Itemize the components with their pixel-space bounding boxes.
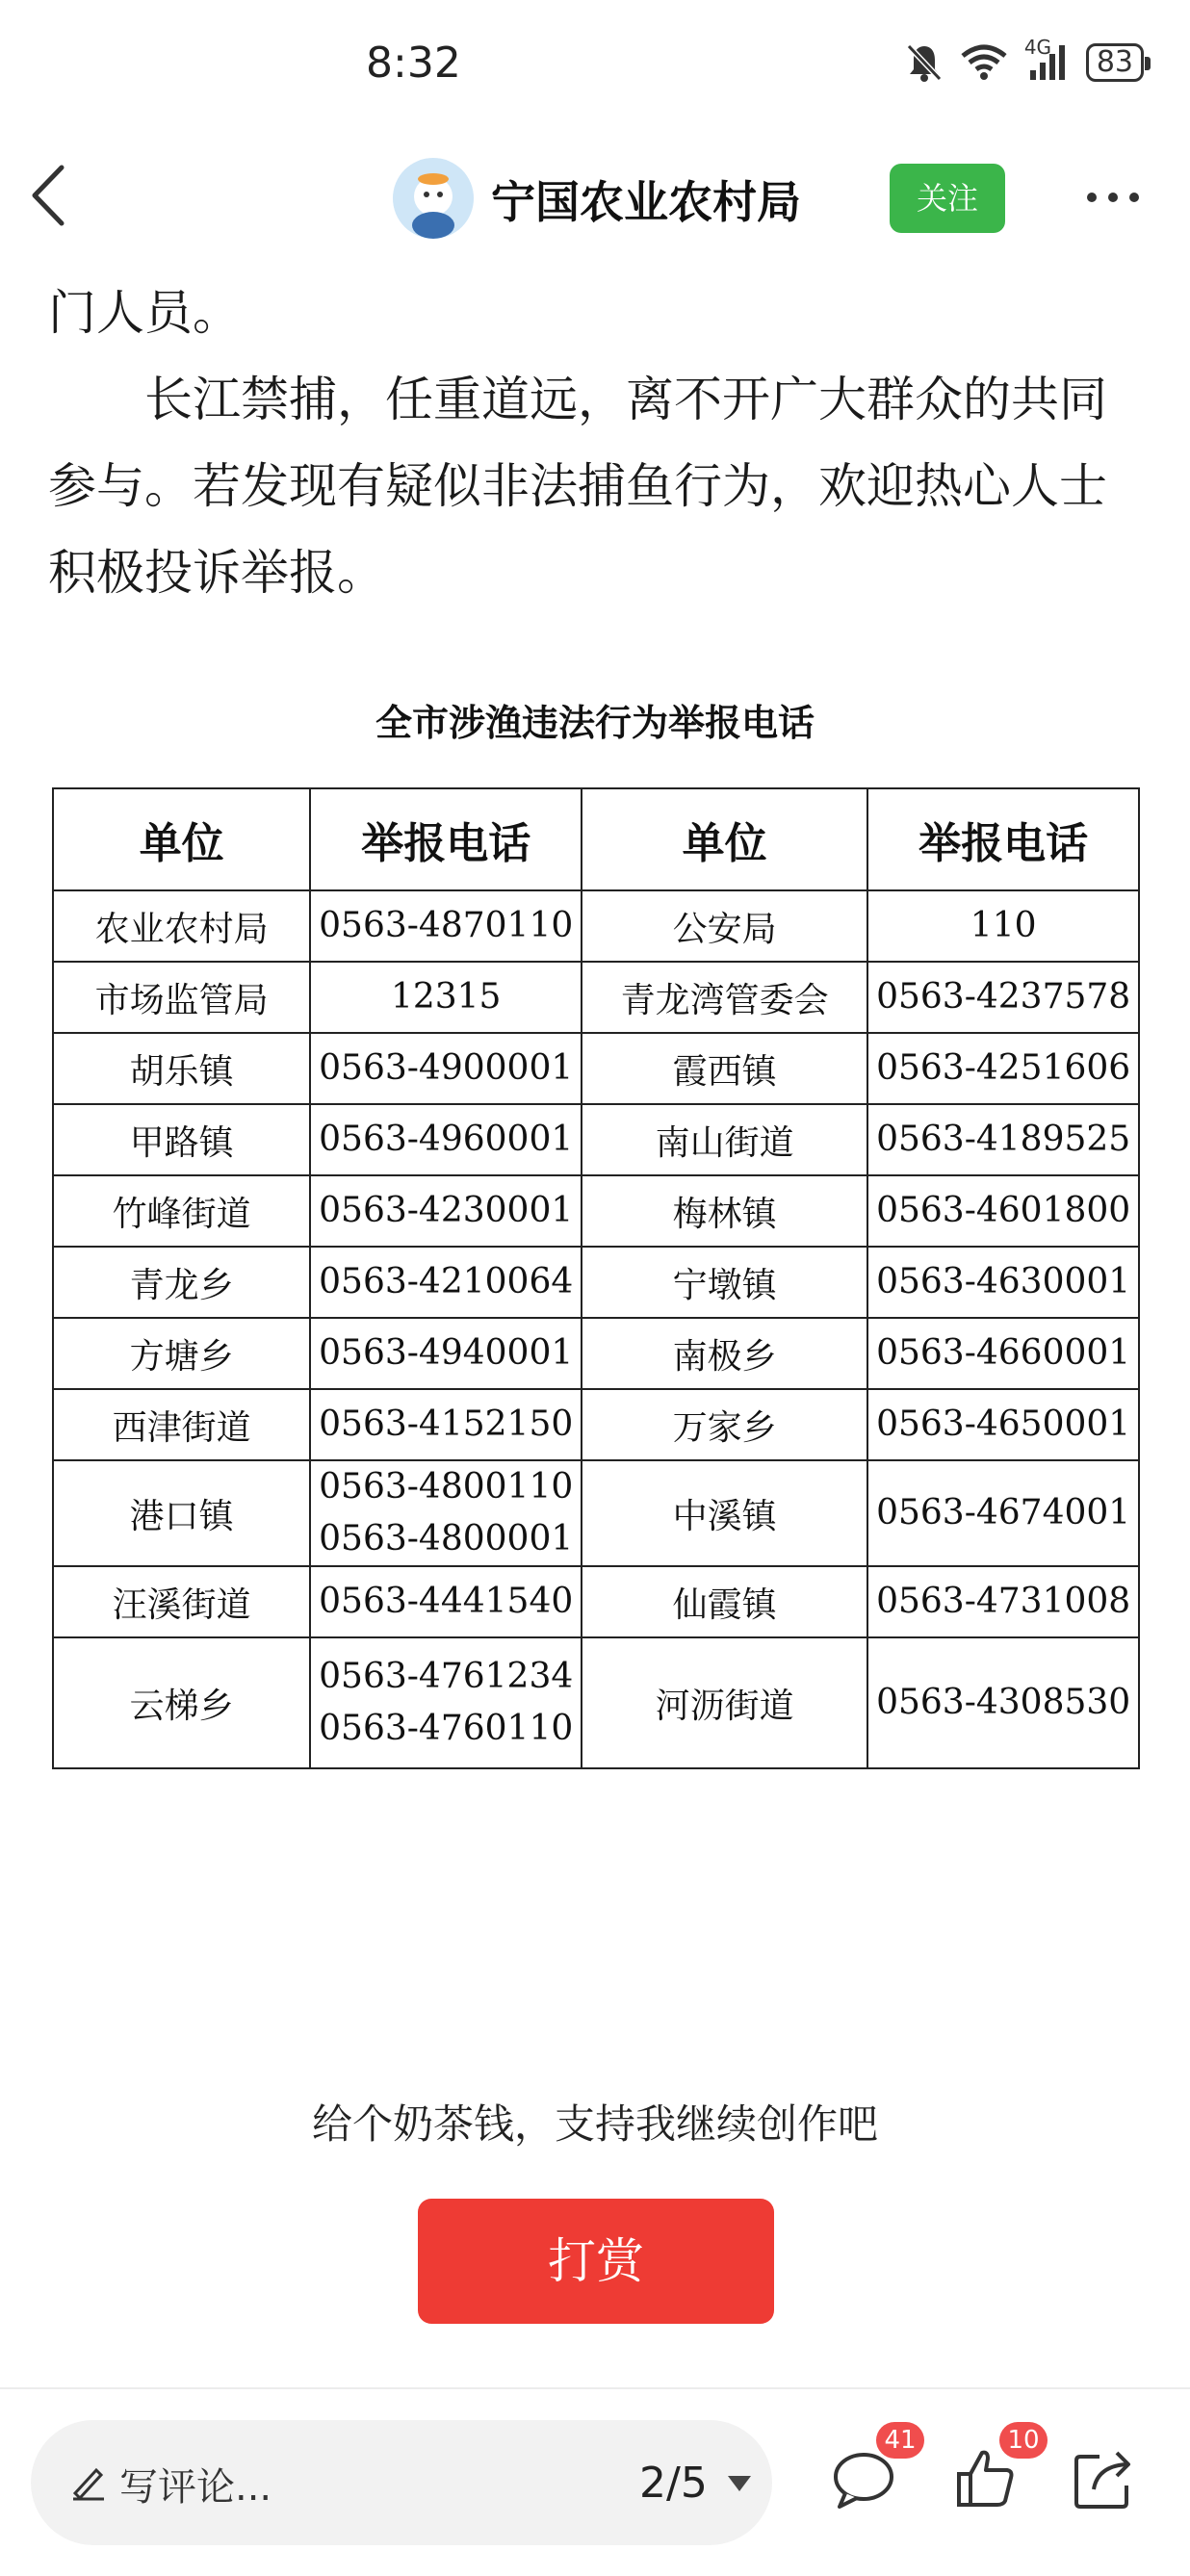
table-row [53,1460,1139,1566]
phone-number: 0563-4630001 [876,1262,1131,1301]
phone-cell [310,1389,582,1460]
table-header-cell: 单位 [582,788,867,890]
caret-down-icon[interactable] [726,2474,753,2497]
phone-cell [310,1566,582,1637]
comment-placeholder: 写评论... [119,2465,272,2510]
bottom-divider [0,2387,1190,2389]
table-row [53,1033,1139,1104]
unit-cell: 港口镇 [53,1460,310,1566]
unit-cell: 河沥街道 [582,1637,867,1768]
phone-cell [310,1104,582,1175]
unit-cell: 青龙乡 [53,1247,310,1318]
status-time: 8:32 [366,39,461,88]
phone-cell [867,962,1139,1033]
unit-cell: 甲路镇 [53,1104,310,1175]
phone-cell [310,1460,582,1566]
unit-cell: 霞西镇 [582,1033,867,1104]
share-icon [1071,2445,1138,2512]
page-indicator[interactable]: 2/5 [639,2459,708,2508]
table-row [53,1637,1139,1768]
unit-cell: 竹峰街道 [53,1175,310,1247]
table-title: 全市涉渔违法行为举报电话 [375,702,815,744]
phone-number: 0563-4800001 [319,1519,574,1558]
table-row [53,1566,1139,1637]
article-line-continuation: 门人员。 [48,285,241,341]
report-phone-table [52,787,1140,1769]
phone-number: 0563-4760110 [319,1709,574,1748]
phone-number: 0563-4650001 [876,1404,1131,1444]
phone-cell [867,1033,1139,1104]
table-header-cell: 举报电话 [310,788,582,890]
phone-cell [867,1566,1139,1637]
bell-muted-icon [905,42,944,83]
table-row [53,1318,1139,1389]
table-row [53,890,1139,962]
unit-cell: 中溪镇 [582,1460,867,1566]
status-bar [0,0,1190,135]
phone-number: 0563-4237578 [876,977,1131,1017]
like-button[interactable] [953,2426,1040,2518]
table-row [53,1104,1139,1175]
phone-cell [867,1460,1139,1566]
tip-text: 给个奶茶钱，支持我继续创作吧 [311,2100,878,2148]
phone-cell [310,1318,582,1389]
unit-cell: 南极乡 [582,1318,867,1389]
phone-number: 0563-4674001 [876,1493,1131,1533]
phone-number: 0563-4308530 [876,1683,1131,1722]
table-body [53,890,1139,1768]
unit-cell: 汪溪街道 [53,1566,310,1637]
phone-number: 0563-4189525 [876,1120,1131,1159]
phone-cell [310,890,582,962]
unit-cell: 公安局 [582,890,867,962]
comment-button[interactable] [830,2426,917,2518]
unit-cell: 青龙湾管委会 [582,962,867,1033]
back-icon [25,162,73,229]
phone-cell [867,1104,1139,1175]
unit-cell: 胡乐镇 [53,1033,310,1104]
phone-number: 0563-4441540 [319,1582,574,1621]
network-type: 4G [1023,36,1052,59]
unit-cell: 梅林镇 [582,1175,867,1247]
article-header [0,144,1190,250]
reward-button[interactable]: 打赏 [418,2199,774,2324]
phone-number: 0563-4761234 [319,1657,574,1696]
phone-number: 0563-4940001 [319,1333,574,1373]
phone-cell [867,1637,1139,1768]
phone-cell [310,1247,582,1318]
unit-cell: 方塘乡 [53,1318,310,1389]
table-row [53,1175,1139,1247]
unit-cell: 西津街道 [53,1389,310,1460]
phone-number: 0563-4660001 [876,1333,1131,1373]
unit-cell: 市场监管局 [53,962,310,1033]
comment-count-badge: 41 [876,2422,924,2459]
table-header-row [53,788,1139,890]
table-row [53,1247,1139,1318]
phone-cell [867,1175,1139,1247]
phone-number: 0563-4870110 [319,906,574,945]
unit-cell: 农业农村局 [53,890,310,962]
phone-number: 0563-4230001 [319,1191,574,1230]
phone-cell [867,1318,1139,1389]
signal-icon [1023,36,1069,82]
phone-number: 0563-4800110 [319,1467,574,1507]
phone-number: 110 [970,906,1037,945]
unit-cell: 万家乡 [582,1389,867,1460]
phone-cell [867,1389,1139,1460]
table-row [53,1389,1139,1460]
back-button[interactable] [25,162,73,229]
phone-number: 0563-4251606 [876,1048,1131,1088]
unit-cell: 云梯乡 [53,1637,310,1768]
table-header-cell: 举报电话 [867,788,1139,890]
like-count-badge: 10 [999,2422,1048,2459]
phone-number: 12315 [390,977,502,1017]
article-body [48,270,1146,616]
phone-number: 0563-4210064 [319,1262,574,1301]
table-row [53,962,1139,1033]
phone-number: 0563-4152150 [319,1404,574,1444]
phone-number: 0563-4900001 [319,1048,574,1088]
more-icon [1084,183,1142,212]
unit-cell: 宁墩镇 [582,1247,867,1318]
phone-cell [310,1637,582,1768]
phone-number: 0563-4601800 [876,1191,1131,1230]
phone-cell [867,1247,1139,1318]
unit-cell: 仙霞镇 [582,1566,867,1637]
wifi-icon [961,44,1007,81]
phone-cell [310,962,582,1033]
phone-cell [867,890,1139,962]
phone-number: 0563-4960001 [319,1120,574,1159]
battery-icon: 83 [1086,43,1144,82]
article-paragraph: 长江禁捕，任重道远，离不开广大群众的共同参与。若发现有疑似非法捕鱼行为，欢迎热心人士积极投诉举报。 [48,372,1107,601]
follow-button[interactable]: 关注 [890,164,1005,233]
phone-cell [310,1033,582,1104]
status-icons [905,36,1144,83]
table-header-cell: 单位 [53,788,310,890]
share-button[interactable] [1071,2445,1144,2518]
pen-icon [69,2462,108,2505]
more-button[interactable] [1084,183,1142,212]
unit-cell: 南山街道 [582,1104,867,1175]
comment-input[interactable] [31,2420,772,2545]
phone-cell [310,1175,582,1247]
account-name[interactable]: 宁国农业农村局 [491,176,801,228]
phone-number: 0563-4731008 [876,1582,1131,1621]
avatar[interactable] [393,158,474,239]
